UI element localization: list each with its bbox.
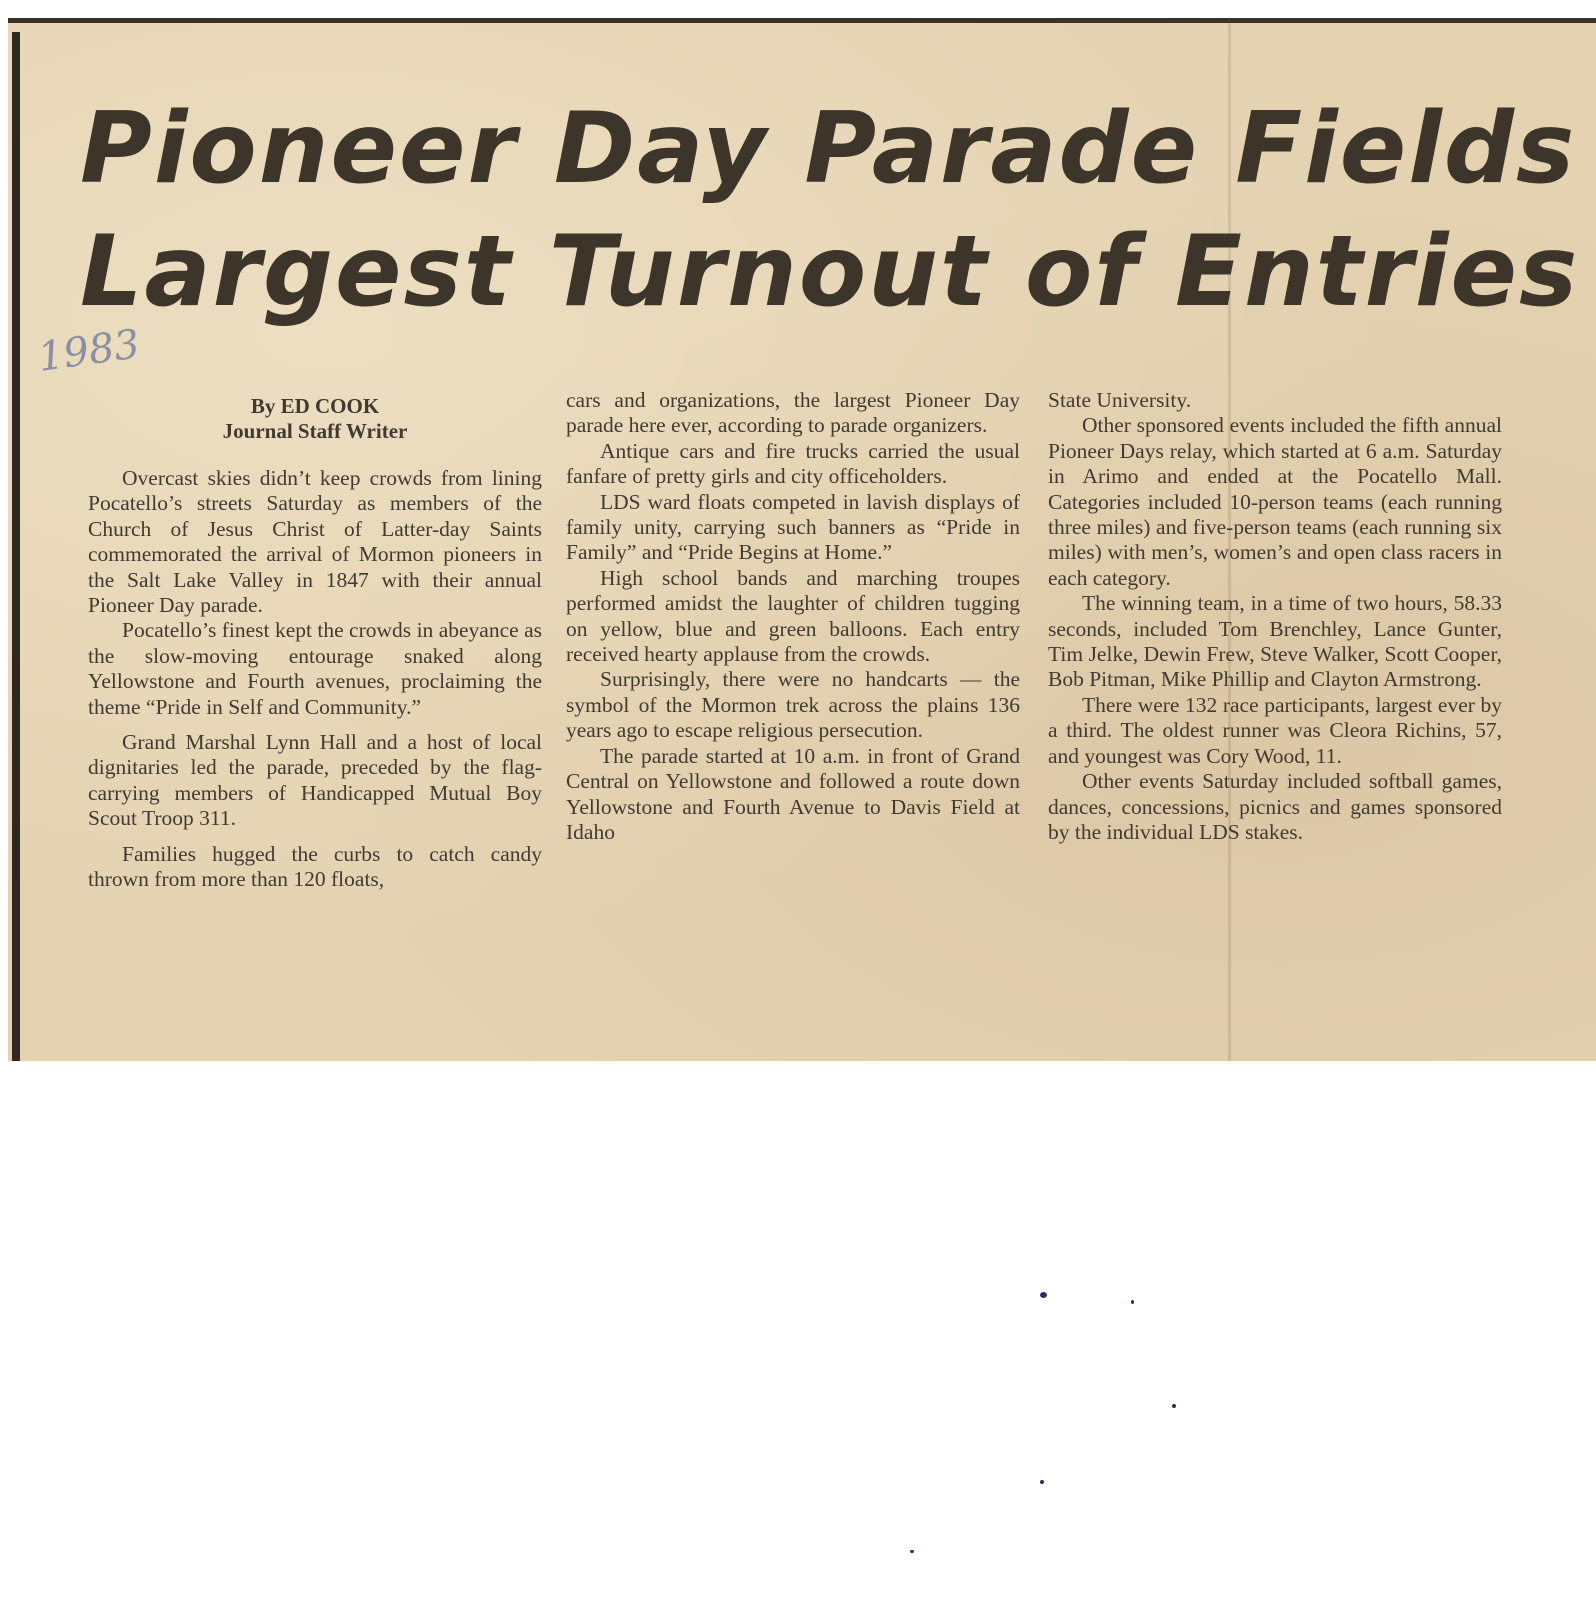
paragraph: Other events Saturday included softball games, dances, concessions, picnics and games sponsored by the individual LDS stakes.: [1048, 769, 1502, 844]
headline-line-1: Pioneer Day Parade Fields: [80, 92, 1577, 206]
paragraph: Antique cars and fire trucks carried the usual fanfare of pretty girls and city officeholders.: [566, 438, 1020, 489]
paragraph: There were 132 race participants, largest ever by a third. The oldest runner was Cleora Richins, 57, and youngest was Cory Wood, 11.: [1048, 692, 1502, 768]
article-column-3: [1048, 388, 1502, 845]
paragraph: High school bands and marching troupes performed amidst the laughter of children tugging on yellow, blue and green balloons. Each entry received hearty applause from the crowds.: [566, 565, 1020, 667]
byline-title: Journal Staff Writer: [222, 419, 408, 443]
ink-speck: [910, 1550, 914, 1553]
headline: [80, 88, 1580, 334]
paragraph: Surprisingly, there were no handcarts — the symbol of the Mormon trek across the plains 136 years ago to escape religious persecution.: [566, 667, 1020, 743]
paragraph: Overcast skies didn’t keep crowds from lining Pocatello’s streets Saturday as members of the Church of Jesus Christ of Latter-day Saints commemorated the arrival of Mormon pioneers in the Salt Lake Valley in 1847 with their annual Pioneer Day parade.: [88, 466, 542, 618]
article-column-1: [88, 394, 542, 893]
ink-speck: [1040, 1292, 1047, 1298]
ink-speck: [1172, 1404, 1176, 1408]
top-rule: [8, 18, 1596, 23]
paragraph: Pocatello’s finest kept the crowds in abeyance as the slow-moving entourage snaked along Yellowstone and Fourth avenues, proclaiming the theme “Pride in Self and Community.”: [88, 618, 542, 719]
article-column-2: [566, 388, 1020, 845]
paragraph: Grand Marshal Lynn Hall and a host of local dignitaries led the parade, preceded by the flag-carrying members of Handicapped Mutual Boy Scout Troop 311.: [88, 730, 542, 831]
paragraph: LDS ward floats competed in lavish displays of family unity, carrying such banners as “Pride in Family” and “Pride Begins at Home.”: [566, 489, 1020, 565]
handwritten-year: 1983: [35, 321, 143, 381]
paragraph: Other sponsored events included the fifth annual Pioneer Days relay, which started at 6 a.m. Saturday in Arimo and ended at the Pocatello Mall. Categories included 10-person teams (each running three miles) and five-person teams (each running six miles) with men’s, women’s and open class racers in each category.: [1048, 413, 1502, 590]
ink-speck: [1040, 1480, 1044, 1484]
byline-author: By ED COOK: [250, 394, 380, 418]
newspaper-clipping: [8, 18, 1596, 1061]
paragraph: The winning team, in a time of two hours, 58.33 seconds, included Tom Brenchley, Lance Gunter, Tim Jelke, Dewin Frew, Steve Walker, Scott Cooper, Bob Pitman, Mike Phillip and Clayton Armstrong.: [1048, 591, 1502, 692]
paragraph: Families hugged the curbs to catch candy thrown from more than 120 floats,: [88, 841, 542, 892]
paragraph: The parade started at 10 a.m. in front of Grand Central on Yellowstone and followed a route down Yellowstone and Fourth Avenue to Davis Field at Idaho: [566, 743, 1020, 844]
paragraph: State University.: [1048, 388, 1192, 412]
headline-line-2: Largest Turnout of Entries: [80, 215, 1580, 329]
paragraph: cars and organizations, the largest Pioneer Day parade here ever, according to parade organizers.: [566, 388, 1020, 438]
ink-speck: [1131, 1300, 1134, 1304]
byline: [88, 394, 542, 444]
left-rule: [12, 32, 20, 1061]
